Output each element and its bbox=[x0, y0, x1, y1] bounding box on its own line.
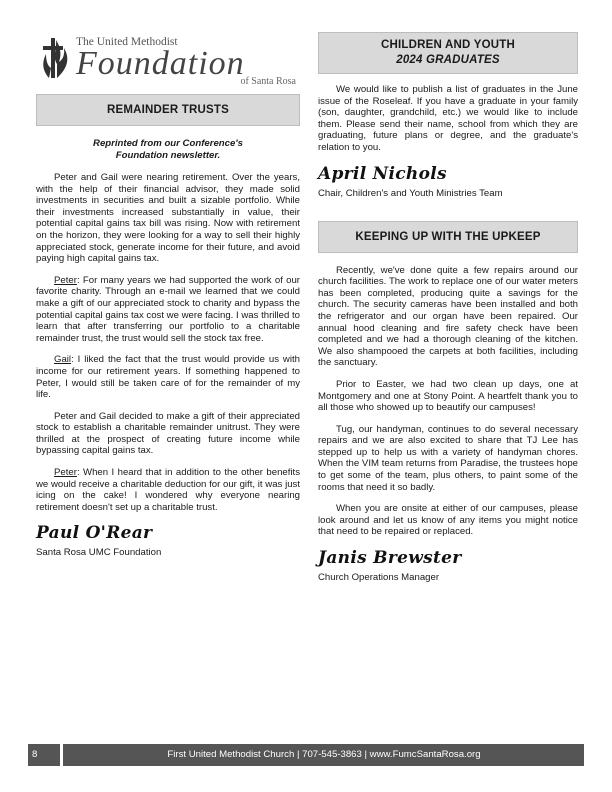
trust-paragraph-5 bbox=[36, 467, 300, 513]
signature-title: Church Operations Manager bbox=[318, 572, 440, 584]
reprint-line-1: Reprinted from our Conference's bbox=[93, 138, 243, 149]
signature-janis: Janis Brewster bbox=[318, 548, 462, 569]
right-column bbox=[318, 32, 578, 601]
signature-title: Chair, Children's and Youth Ministries Team bbox=[318, 187, 503, 199]
speaker-name: Peter bbox=[54, 274, 77, 286]
upkeep-heading: KEEPING UP WITH THE UPKEEP bbox=[318, 221, 578, 253]
remainder-trusts-heading: REMAINDER TRUSTS bbox=[36, 94, 300, 126]
graduates-heading bbox=[318, 32, 578, 74]
trust-paragraph-4: Peter and Gail decided to make a gift of their appreciated stock to establish a charitable remainder unitrust. They were thrilled at the prospect of creating future income while bypassing capital gains tax. bbox=[36, 410, 300, 457]
graduates-paragraph: We would like to publish a list of graduates in the June issue of the Roseleaf. If you have a graduate in your family (son, daughter, grandchild, etc.) we would like to include them. Please send their name, school from which they are graduating, future plans or degree, and the graduate's relation to you. bbox=[318, 84, 578, 153]
reprint-note bbox=[36, 138, 300, 162]
trust-paragraph-3 bbox=[36, 354, 300, 400]
left-column bbox=[36, 32, 300, 576]
page-footer bbox=[28, 744, 584, 766]
logo-line-1: The United Methodist bbox=[76, 36, 178, 48]
upkeep-paragraph-4: When you are onsite at either of our campuses, please look around and let us know of any items you might notice that need to be repaired or replaced. bbox=[318, 503, 578, 538]
page-number: 8 bbox=[32, 749, 38, 760]
upkeep-paragraph-1: Recently, we've done quite a few repairs around our church facilities. The work to replace one of our water meters has been completed, producing quite a savings for the church. The security cameras have been installed and both the refrigerator and our organ have been repaired. Our annual hood cleaning and fire safety check have been completed and we had a thorough cleaning of the kitchen. We also shampooed the carpets at both facilities, including the sanctuary. bbox=[318, 264, 578, 369]
footer-divider bbox=[60, 744, 63, 766]
cross-and-flame-icon bbox=[38, 34, 72, 80]
footer-contact-text: First United Methodist Church | 707-545-3863 | www.FumcSantaRosa.org bbox=[167, 749, 481, 760]
upkeep-paragraph-2: Prior to Easter, we had two clean up days, one at Montgomery and one at Stony Point. A heartfelt thank you to all those who showed up to beautify our campuses! bbox=[318, 378, 578, 414]
trust-paragraph-2 bbox=[36, 275, 300, 345]
paragraph-text: : When I heard that in addition to the other benefits we would receive a charitable deduction for our gift, it was just icing on the cake! I wondered why everyone nearing retirement doesn't set up a charitable trust. bbox=[36, 467, 300, 513]
trust-paragraph-1: Peter and Gail were nearing retirement. Over the years, with the help of their financial advisor, they made solid investments in securities and built a sizable portfolio. While their investments increased substantially in value, their potential capital gains tax bill was rising. Now with retirement on the horizon, they were looking for a way to sell their highly appreciated stock, generate income for their future, and avoid paying high capital gains tax. bbox=[36, 172, 300, 265]
speaker-name: Gail bbox=[54, 354, 72, 366]
logo-line-3: of Santa Rosa bbox=[240, 76, 296, 87]
graduates-heading-line-2: 2024 GRADUATES bbox=[396, 54, 500, 66]
foundation-logo bbox=[36, 32, 300, 88]
upkeep-paragraph-3: Tug, our handyman, continues to do several necessary repairs and we are also excited to share that TJ Lee has stepped up to help us with a variety of handyman chores. When the VIM team returns from Paradise, the trustees hope to get some of the team, plus others, to paint some of the rooms that need it so badly. bbox=[318, 423, 578, 493]
speaker-name: Peter bbox=[54, 467, 77, 479]
reprint-line-2: Foundation newsletter. bbox=[115, 150, 221, 161]
signature-title: Santa Rosa UMC Foundation bbox=[36, 547, 162, 559]
graduates-heading-line-1: CHILDREN AND YOUTH bbox=[381, 39, 515, 51]
logo-line-2: Foundation bbox=[76, 45, 245, 82]
signature-paul: Paul O'Rear bbox=[36, 523, 153, 544]
paragraph-text: : I liked the fact that the trust would provide us with income for our retirement years. If something happened to Peter, I would still be taken care of for the remainder of my life. bbox=[36, 354, 300, 401]
paragraph-text: : For many years we had supported the work of our favorite charity. Through an e-mail we learned that we could make a gift of our appreciated stock to charity and bypass the potential capital gains tax cost we were facing. I was thrilled to learn that after transferring our portfolio to a charitable remainder trust, the trust would sell the stock tax free. bbox=[36, 274, 300, 344]
signature-april: April Nichols bbox=[318, 163, 447, 184]
